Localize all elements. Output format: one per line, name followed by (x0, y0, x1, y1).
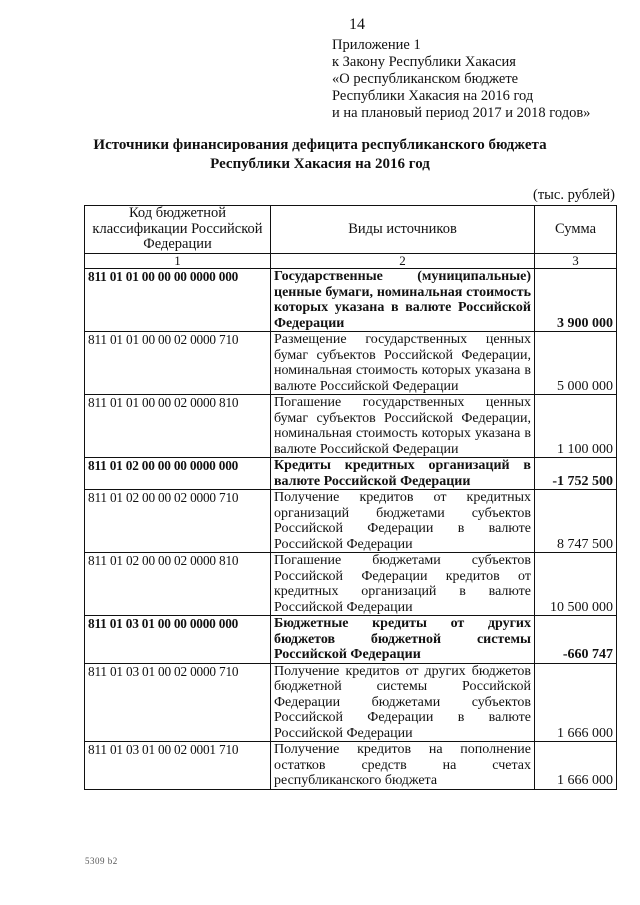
row-name-cell: Погашение бюджетами субъектов Российской Федерации кредитов от кредитных организаций в валюте Российской Федерации (271, 553, 535, 616)
table-row (85, 458, 617, 490)
row-name-cell: Размещение государственных ценных бумаг субъектов Российской Федерации, номинальная стоимость которых указана в валюте Российской Федерации (271, 332, 535, 395)
appendix-line: к Закону Республики Хакасия (332, 54, 516, 70)
table-header-row (85, 206, 617, 254)
table-row (85, 269, 617, 332)
header-code: Код бюджетной классификации Российской Федерации (85, 206, 271, 254)
row-name-cell: Государственные (муниципальные) ценные бумаги, номинальная стоимость которых указана в валюте Российской Федерации (271, 269, 535, 332)
column-number: 2 (271, 254, 535, 269)
row-code-cell: 811 01 03 01 00 02 0000 710 (85, 663, 271, 742)
table-row (85, 742, 617, 790)
header-name: Виды источников (271, 206, 535, 254)
row-sum-cell: 5 000 000 (535, 332, 617, 395)
row-sum-cell: -1 752 500 (535, 458, 617, 490)
row-code-cell: 811 01 02 00 00 02 0000 710 (85, 490, 271, 553)
column-number: 1 (85, 254, 271, 269)
row-sum-cell: 1 666 000 (535, 742, 617, 790)
row-code-cell: 811 01 03 01 00 02 0001 710 (85, 742, 271, 790)
row-code-cell: 811 01 03 01 00 00 0000 000 (85, 616, 271, 664)
row-name-cell: Бюджетные кредиты от других бюджетов бюджетной системы Российской Федерации (271, 616, 535, 664)
row-code-cell: 811 01 02 00 00 02 0000 810 (85, 553, 271, 616)
column-number: 3 (535, 254, 617, 269)
table-row (85, 663, 617, 742)
row-name-cell: Погашение государственных ценных бумаг субъектов Российской Федерации, номинальная стоимость которых указана в валюте Российской Федерации (271, 395, 535, 458)
row-code-cell: 811 01 01 00 00 02 0000 810 (85, 395, 271, 458)
units-label: (тыс. рублей) (533, 187, 615, 203)
table-row (85, 553, 617, 616)
appendix-line: Приложение 1 (332, 37, 421, 53)
row-sum-cell: 8 747 500 (535, 490, 617, 553)
row-sum-cell: 10 500 000 (535, 553, 617, 616)
row-code-cell: 811 01 01 00 00 02 0000 710 (85, 332, 271, 395)
footer-mark: 5309 b2 (85, 856, 118, 866)
row-sum-cell: 1 666 000 (535, 663, 617, 742)
row-code-cell: 811 01 02 00 00 00 0000 000 (85, 458, 271, 490)
row-sum-cell: -660 747 (535, 616, 617, 664)
table-row (85, 490, 617, 553)
title-line-2: Республики Хакасия на 2016 год (210, 156, 430, 172)
header-sum: Сумма (535, 206, 617, 254)
row-code-cell: 811 01 01 00 00 00 0000 000 (85, 269, 271, 332)
row-sum-cell: 1 100 000 (535, 395, 617, 458)
table-row (85, 395, 617, 458)
title-line-1: Источники финансирования дефицита республиканского бюджета (93, 137, 547, 153)
sources-table (84, 205, 617, 790)
appendix-line: Республики Хакасия на 2016 год (332, 88, 534, 104)
document-title (0, 136, 640, 174)
table-body (85, 269, 617, 790)
row-name-cell: Получение кредитов от других бюджетов бюджетной системы Российской Федерации бюджетами субъектов Российской Федерации в валюте Российской Федерации (271, 663, 535, 742)
appendix-block (332, 37, 590, 122)
column-number-row (85, 254, 617, 269)
appendix-line: и на плановый период 2017 и 2018 годов» (332, 105, 591, 121)
appendix-line: «О республиканском бюджете (332, 71, 519, 87)
row-name-cell: Кредиты кредитных организаций в валюте Российской Федерации (271, 458, 535, 490)
row-name-cell: Получение кредитов на пополнение остатков средств на счетах республиканского бюджета (271, 742, 535, 790)
row-sum-cell: 3 900 000 (535, 269, 617, 332)
table-row (85, 616, 617, 664)
table-row (85, 332, 617, 395)
page-number: 14 (349, 16, 365, 33)
row-name-cell: Получение кредитов от кредитных организаций бюджетами субъектов Российской Федерации в валюте Российской Федерации (271, 490, 535, 553)
